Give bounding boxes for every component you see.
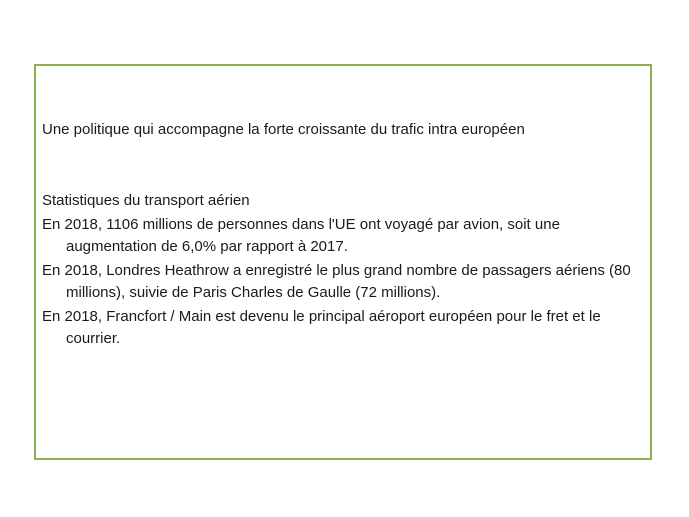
stat-paragraph-airports: En 2018, Londres Heathrow a enregistré le plus grand nombre de passagers aériens (80 millions), suivie de Paris Charles de Gaulle (72 millions). — [42, 262, 631, 301]
stats-section — [42, 190, 642, 352]
stats-title: Statistiques du transport aérien — [42, 192, 250, 209]
stat-paragraph-passengers: En 2018, 1106 millions de personnes dans l'UE ont voyagé par avion, soit une augmentation de 6,0% par rapport à 2017. — [42, 216, 560, 255]
headline-text: Une politique qui accompagne la forte croissante du trafic intra européen — [42, 121, 525, 138]
stat-paragraph-freight: En 2018, Francfort / Main est devenu le principal aéroport européen pour le fret et le courrier. — [42, 308, 601, 347]
